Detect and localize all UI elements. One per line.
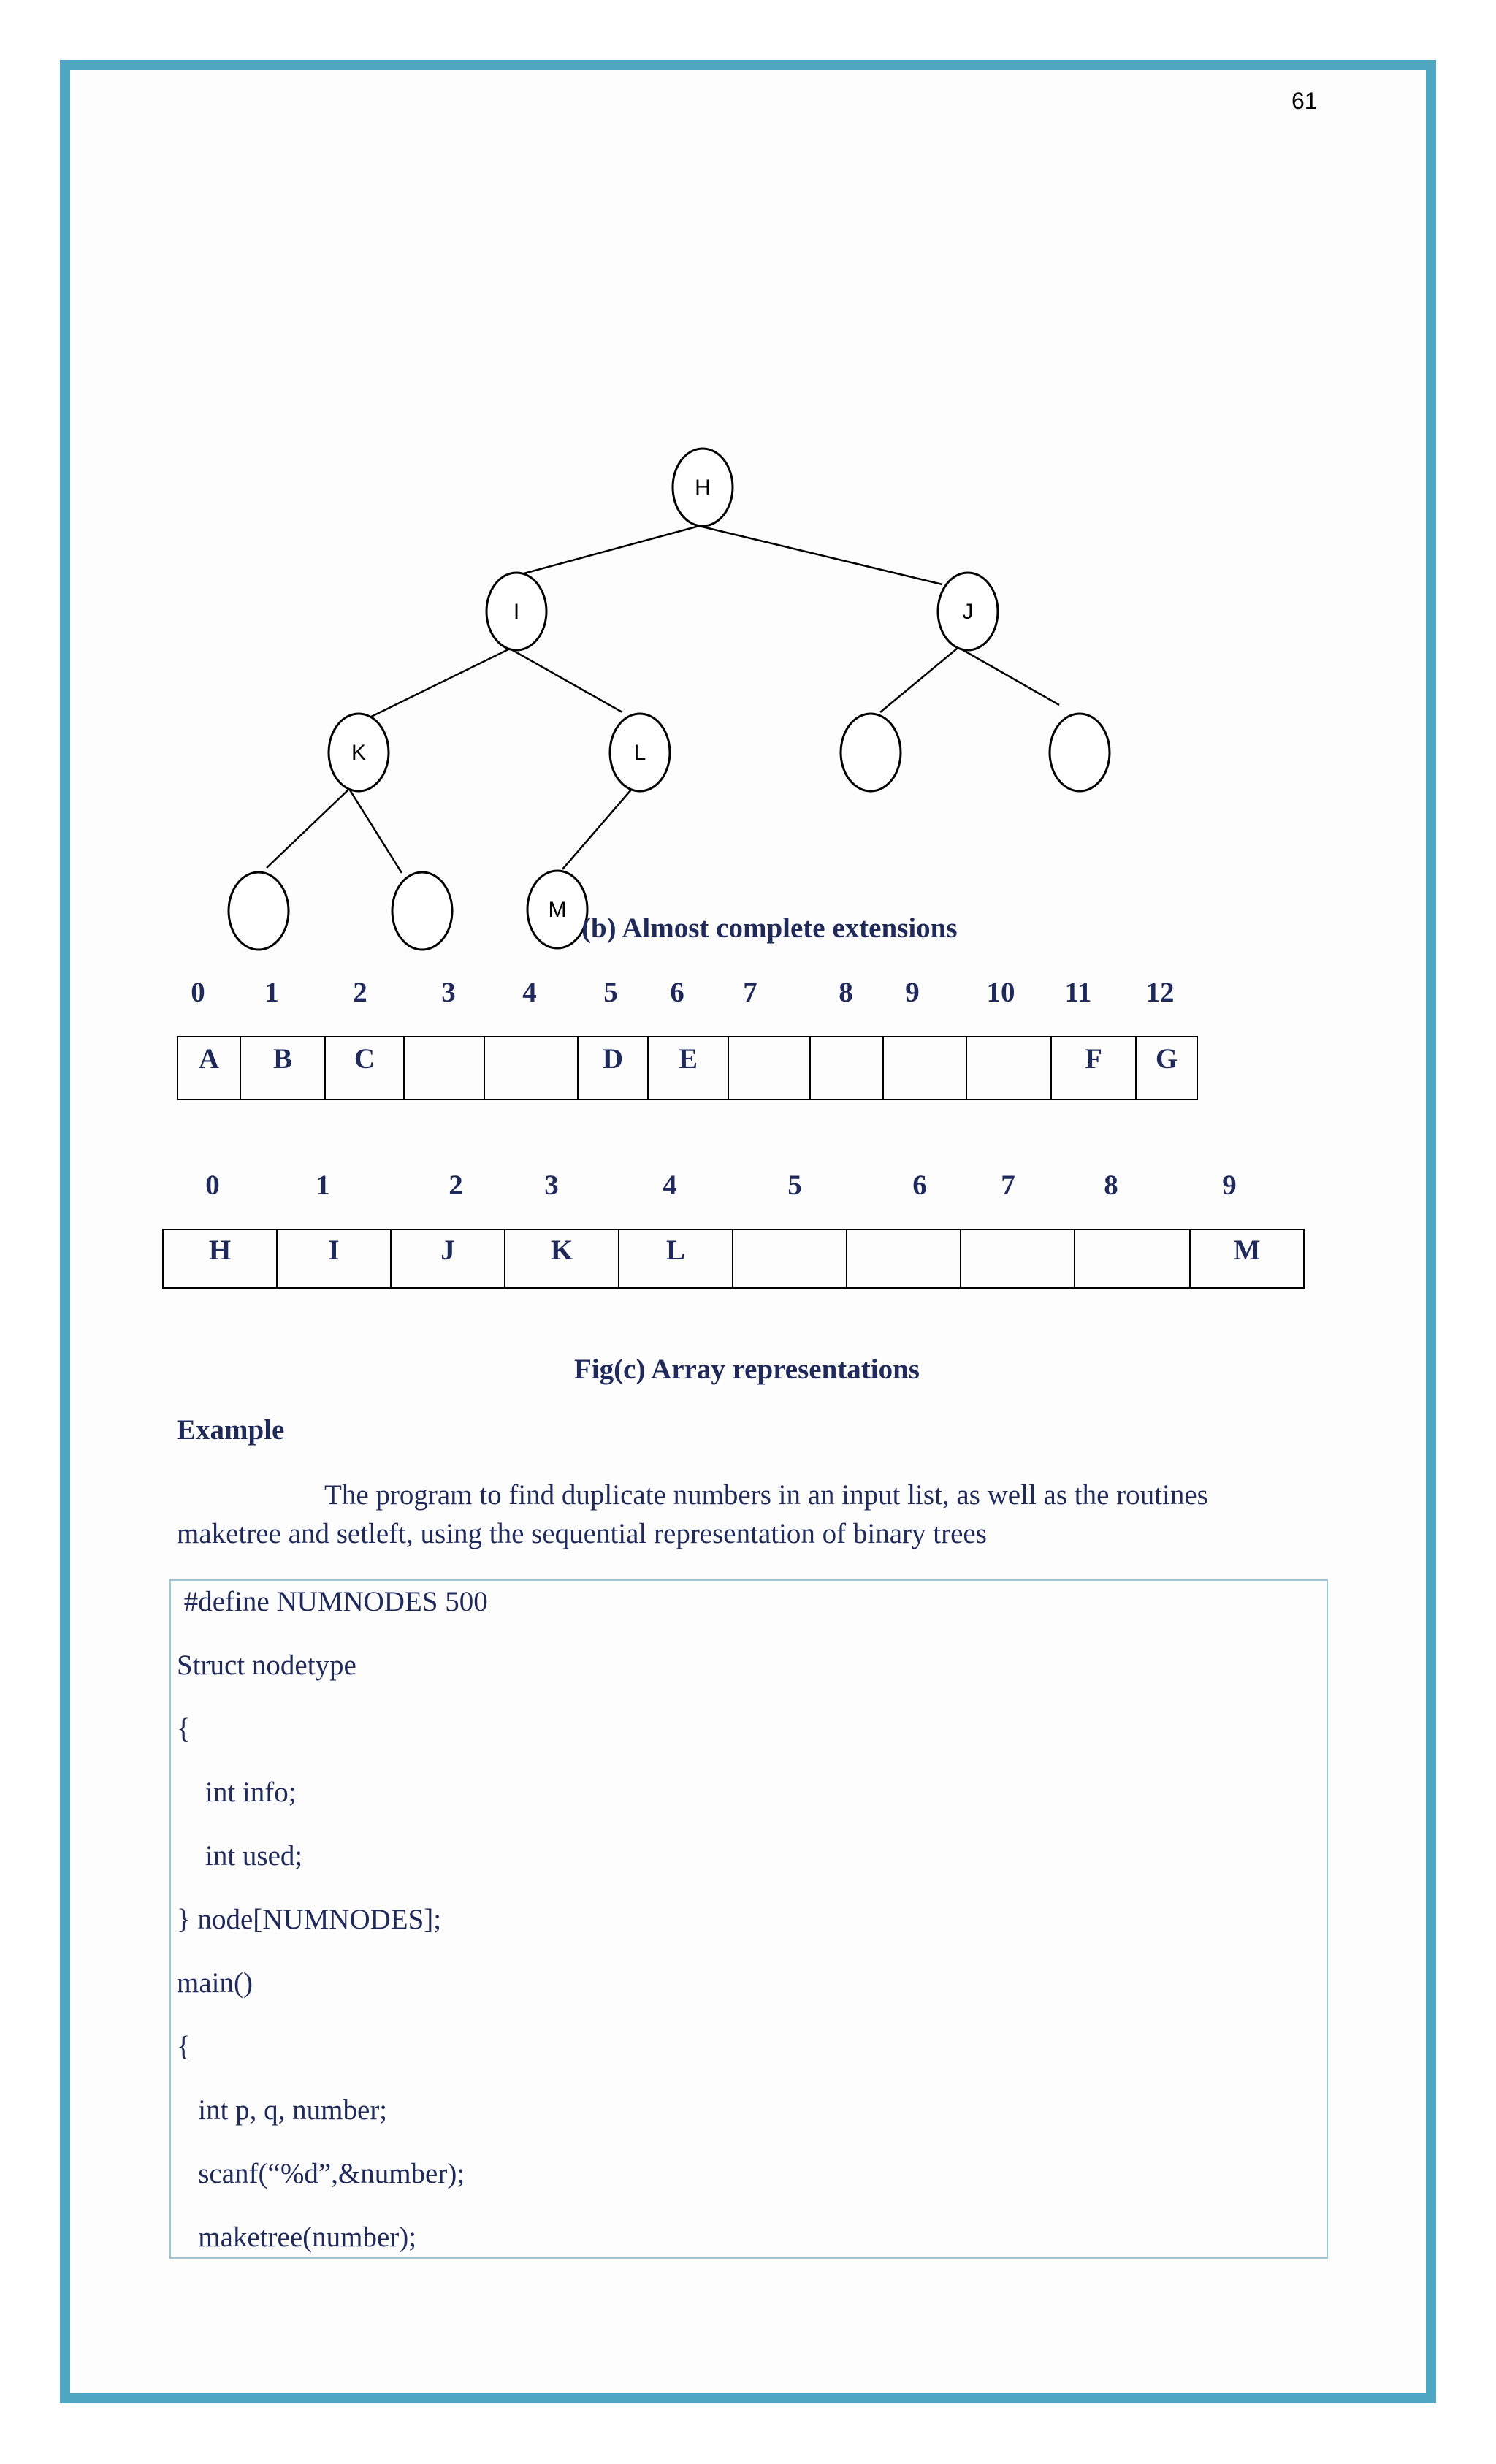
array-two-cell: L: [618, 1229, 733, 1289]
tree-node-j-right: [1050, 714, 1110, 791]
array-one-index: 7: [743, 977, 757, 1008]
array-two-cell: [846, 1229, 961, 1289]
array-one-index: 11: [1064, 977, 1092, 1008]
tree-node-k-right: [392, 872, 452, 950]
array-one-index: 2: [353, 977, 367, 1008]
edge-h-i: [519, 526, 699, 575]
tree-node-label-i: I: [513, 600, 520, 624]
array-one-index: 0: [191, 977, 205, 1008]
array-two-index: 9: [1222, 1170, 1237, 1201]
code-line: Struct nodetype: [177, 1649, 356, 1681]
example-text-line-2: maketree and setleft, using the sequential representation of binary trees: [177, 1518, 987, 1549]
tree-node-k-left: [229, 872, 289, 950]
array-two-index: 5: [787, 1170, 802, 1201]
array-one-cell: [403, 1036, 485, 1100]
array-one-cell: [809, 1036, 884, 1100]
array-one-index: 8: [839, 977, 853, 1008]
example-heading: Example: [177, 1414, 285, 1446]
array-one-cell: [966, 1036, 1052, 1100]
example-text-line-1: The program to find duplicate numbers in an input list, as well as the routines: [324, 1479, 1208, 1511]
array-one-index: 9: [905, 977, 920, 1008]
array-two-index: 6: [912, 1170, 927, 1201]
array-one-cell: B: [240, 1036, 326, 1100]
array-one-index: 5: [603, 977, 618, 1008]
array-one-cell: C: [324, 1036, 405, 1100]
array-one-index: 10: [986, 977, 1015, 1008]
array-two-cell: H: [162, 1229, 278, 1289]
binary-tree-diagram: [0, 0, 1496, 964]
edge-h-j: [699, 526, 942, 584]
array-one-cell: F: [1050, 1036, 1137, 1100]
array-two-index: 8: [1104, 1170, 1118, 1201]
edge-i-k: [365, 649, 510, 720]
code-line: int p, q, number;: [177, 2094, 388, 2126]
array-two-index: 1: [316, 1170, 330, 1201]
tree-node-label-j: J: [962, 600, 974, 624]
array-two-index: 2: [449, 1170, 463, 1201]
page-number: 61: [1291, 88, 1318, 114]
array-two-cell: [1074, 1229, 1191, 1289]
tree-caption: (b) Almost complete extensions: [581, 912, 958, 944]
array-two-index: 4: [663, 1170, 677, 1201]
code-line: int used;: [177, 1840, 303, 1872]
edge-j-jleft: [880, 649, 957, 712]
figure-caption: Fig(c) Array representations: [574, 1354, 920, 1385]
array-two-cell: [960, 1229, 1075, 1289]
array-one-cell: [484, 1036, 579, 1100]
array-one-index: 12: [1145, 977, 1175, 1008]
array-one-cell: [728, 1036, 811, 1100]
code-line: #define NUMNODES 500: [177, 1586, 488, 1617]
edge-k-kright: [349, 789, 402, 873]
array-two-index: 0: [205, 1170, 220, 1201]
array-two-index: 7: [1001, 1170, 1015, 1201]
edge-i-l: [510, 649, 622, 712]
edge-l-m: [562, 789, 632, 869]
array-one-cell: G: [1135, 1036, 1198, 1100]
code-line: int info;: [177, 1777, 297, 1808]
array-two-index: 3: [544, 1170, 559, 1201]
array-one-cell: D: [577, 1036, 649, 1100]
tree-node-j-left: [841, 714, 901, 791]
array-two-cell: I: [276, 1229, 392, 1289]
code-line: maketree(number);: [177, 2221, 417, 2253]
edge-j-jright: [961, 649, 1059, 705]
example-description: [177, 1476, 1316, 1553]
array-one-index: 6: [670, 977, 684, 1008]
array-one-index: 1: [264, 977, 279, 1008]
array-two-cell: J: [390, 1229, 505, 1289]
code-line: scanf(“%d”,&number);: [177, 2158, 465, 2189]
tree-node-label-l: L: [633, 741, 646, 765]
code-line: {: [177, 1713, 191, 1744]
array-one-index: 3: [441, 977, 456, 1008]
code-line: main(): [177, 1967, 253, 1999]
array-one-cell: [882, 1036, 967, 1100]
tree-node-label-h: H: [695, 476, 711, 500]
array-one-cell: A: [177, 1036, 241, 1100]
tree-node-label-m: M: [548, 898, 567, 922]
array-one-index: 4: [522, 977, 537, 1008]
array-two-cell: M: [1189, 1229, 1305, 1289]
array-one-cell: E: [647, 1036, 729, 1100]
code-line: {: [177, 2031, 191, 2062]
edge-k-kleft: [267, 789, 349, 868]
tree-node-label-k: K: [351, 741, 367, 765]
array-two-cell: K: [504, 1229, 619, 1289]
code-line: } node[NUMNODES];: [177, 1904, 442, 1935]
array-two-cell: [732, 1229, 847, 1289]
